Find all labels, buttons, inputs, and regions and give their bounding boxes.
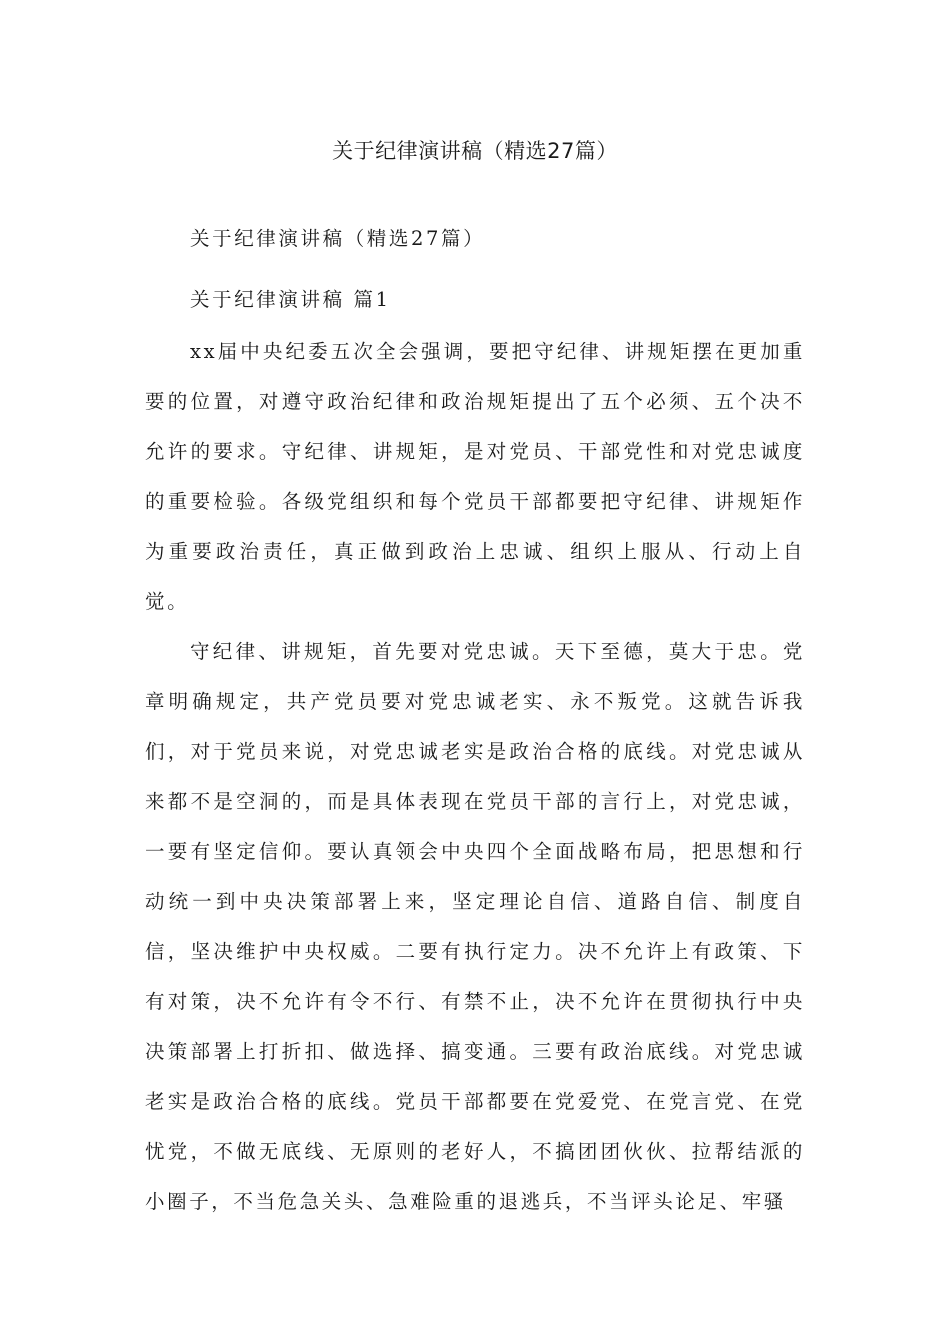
paragraph-2: 守纪律、讲规矩，首先要对党忠诚。天下至德，莫大于忠。党章明确规定，共产党员要对党忠诚老实、永不叛党。这就告诉我们，对于党员来说，对党忠诚老实是政治合格的底线。对党忠诚从来都不是空洞的，而是具体表现在党员干部的言行上，对党忠诚，一要有坚定信仰。要认真领会中央四个全面战略布局，把思想和行动统一到中央决策部署上来，坚定理论自信、道路自信、制度自信，坚决维护中央权威。二要有执行定力。决不允许上有政策、下有对策，决不允许有令不行、有禁不止，决不允许在贯彻执行中央决策部署上打折扣、做选择、搞变通。三要有政治底线。对党忠诚老实是政治合格的底线。党员干部都要在党爱党、在党言党、在党忧党，不做无底线、无原则的老好人，不搞团团伙伙、拉帮结派的小圈子，不当危急关头、急难险重的退逃兵，不当评头论足、牢骚	[145, 640, 805, 1213]
paragraph-1: xx届中央纪委五次全会强调，要把守纪律、讲规矩摆在更加重要的位置，对遵守政治纪律和政治规矩提出了五个必须、五个决不允许的要求。守纪律、讲规矩，是对党员、干部党性和对党忠诚度的重要检验。各级党组织和每个党员干部都要把守纪律、讲规矩作为重要政治责任，真正做到政治上忠诚、组织上服从、行动上自觉。	[145, 340, 805, 613]
document-title: 关于纪律演讲稿（精选27篇）	[332, 139, 618, 163]
body-text	[145, 327, 805, 1227]
document-subtitle: 关于纪律演讲稿（精选27篇）	[190, 227, 486, 250]
section-heading: 关于纪律演讲稿 篇1	[190, 288, 391, 311]
